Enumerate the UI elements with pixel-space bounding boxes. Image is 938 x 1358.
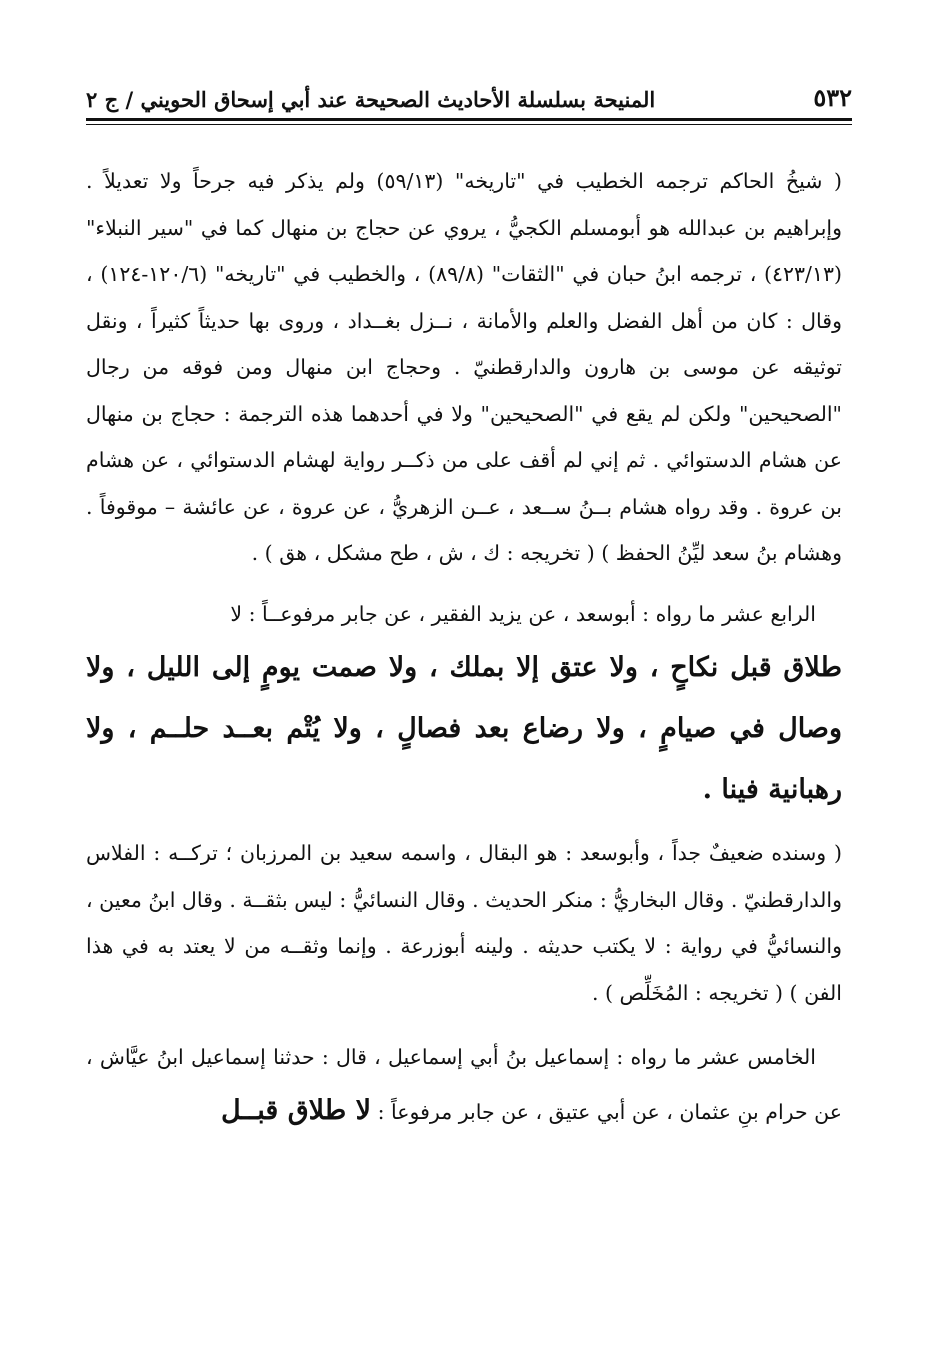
footnote-paragraph-2: ( وسنده ضعيفٌ جداً ، وأبوسعد : هو البقال ، واسمه سعيد بن المرزبان ؛ تركــه : الفلاس والدارقطنيّ . وقال البخاريُّ : منكر الحديث . وقال النسائيُّ : ليس بثقــة . وقال ابنُ معين ، والنسائيُّ في رواية : لا يكتب حديثه . ولينه أبوزرعة . وإنما وثقــه من لا يعتد به في هذا الفن ) ( تخريجه : المُخَلِّص ) .: [86, 841, 842, 1005]
header-rule-thick: [86, 118, 852, 121]
running-title: المنيحة بسلسلة الأحاديث الصحيحة عند أبي إسحاق الحويني / ج ٢: [86, 87, 656, 112]
hadith-15-text: لا طلاق قبــل: [221, 1095, 372, 1126]
hadith-15-paragraph: [86, 1030, 842, 1139]
hadith-14-intro: الرابع عشر ما رواه : أبوسعد ، عن يزيد الفقير ، عن جابر مرفوعــاً : لا: [230, 601, 816, 626]
hadith-15-isnad: الخامس عشر ما رواه : إسماعيل بنُ أبي إسماعيل ، قال : حدثنا إسماعيل ابنُ عيَّاش ، عن حرام بنِ عثمان ، عن أبي عتيق ، عن جابر مرفوعاً :: [86, 1045, 842, 1124]
body-text: [86, 158, 842, 1139]
hadith-14-text: طلاق قبل نكاحٍ ، ولا عتق إلا بملك ، ولا صمت يومٍ إلى الليل ، ولا وصال في صيامٍ ، ولا رضاع بعد فصالٍ ، ولا يُتْم بعــد حلــم ، ولا رهبانية فينا .: [86, 652, 842, 805]
page-header: [86, 72, 852, 112]
page-number: ٥٣٢: [813, 83, 852, 112]
footnote-paragraph-1: ( شيخُ الحاكم ترجمه الخطيب في "تاريخه" (٥٩/١٣) ولم يذكر فيه جرحاً ولا تعديلاً . وإبراهيم بن عبدالله هو أبومسلم الكجيُّ ، يروي عن حجاج بن منهال كما في "سير النبلاء" (٤٢٣/١٣) ، ترجمه ابنُ حبان في "الثقات" (٨٩/٨) ، والخطيب في "تاريخه" (١٢٠/٦-١٢٤) ، وقال : كان من أهل الفضل والعلم والأمانة ، نــزل بغــداد ، وروى بها حديثاً كثيراً ، ونقل توثيقه عن موسى بن هارون والدارقطنيّ . وحجاج ابن منهال ومن فوقه من رجال "الصحيحين" ولكن لم يقع في "الصحيحين" ولا في أحدهما هذه الترجمة : حجاج بن منهال عن هشام الدستوائي . ثم إني لم أقف على من ذكــر رواية لهشام الدستوائي ، عن هشام بن عروة . وقد رواه هشام بــنُ ســعد ، عــن الزهريُّ ، عن عروة ، عن عائشة – موقوفاً . وهشام بنُ سعد ليِّنُ الحفظ ) ( تخريجه : ك ، ش ، طح مشكل ، هق ) .: [86, 169, 842, 565]
header-rule-thin: [86, 124, 852, 125]
